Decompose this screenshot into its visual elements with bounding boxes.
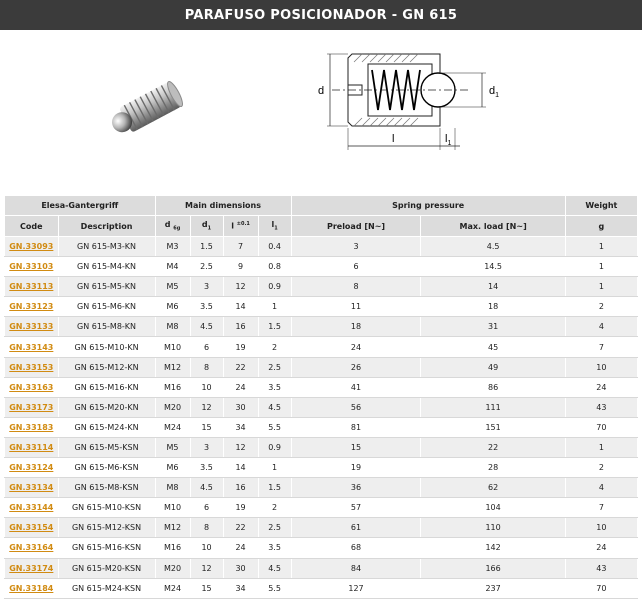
cell-l: 9 bbox=[223, 257, 258, 277]
cell-d: M24 bbox=[155, 417, 190, 437]
cell-l1: 0.8 bbox=[258, 257, 291, 277]
cell-code bbox=[5, 357, 59, 377]
table-row bbox=[5, 558, 638, 578]
cell-max-load: 62 bbox=[421, 478, 565, 498]
col-l1: $l_1$ bbox=[258, 216, 291, 237]
col-d1: $d_1$ bbox=[190, 216, 223, 237]
cell-max-load: 14 bbox=[421, 277, 565, 297]
cell-description: GN 615-M24-KN bbox=[58, 417, 155, 437]
cell-code bbox=[5, 257, 59, 277]
cell-description: GN 615-M20-KN bbox=[58, 397, 155, 417]
cell-description: GN 615-M5-KN bbox=[58, 277, 155, 297]
table-row bbox=[5, 498, 638, 518]
cell-preload: 56 bbox=[291, 397, 421, 417]
cell-description: GN 615-M16-KSN bbox=[58, 538, 155, 558]
col-l: l $^{\pm 0.1}$ bbox=[223, 216, 258, 237]
cell-l1: 2 bbox=[258, 498, 291, 518]
cell-description: GN 615-M12-KN bbox=[58, 357, 155, 377]
cell-d: M5 bbox=[155, 277, 190, 297]
cell-max-load: 237 bbox=[421, 578, 565, 598]
cell-max-load: 151 bbox=[421, 417, 565, 437]
cell-d1: 15 bbox=[190, 578, 223, 598]
cell-preload: 26 bbox=[291, 357, 421, 377]
cell-description: GN 615-M3-KN bbox=[58, 237, 155, 257]
cell-code bbox=[5, 237, 59, 257]
cell-weight: 2 bbox=[565, 297, 637, 317]
cell-l1: 4.5 bbox=[258, 558, 291, 578]
col-preload: Preload [N~] bbox=[291, 216, 421, 237]
dim-label-l1: $l_1$ bbox=[445, 133, 452, 147]
product-code-link[interactable]: GN.33183 bbox=[9, 422, 54, 432]
cell-preload: 84 bbox=[291, 558, 421, 578]
dim-label-l: l bbox=[392, 133, 395, 145]
cell-l: 16 bbox=[223, 478, 258, 498]
cell-d: M12 bbox=[155, 518, 190, 538]
cell-max-load: 22 bbox=[421, 437, 565, 457]
cell-l1: 0.4 bbox=[258, 237, 291, 257]
table-row bbox=[5, 578, 638, 598]
table-row bbox=[5, 397, 638, 417]
cell-l1: 3.5 bbox=[258, 377, 291, 397]
cell-l1: 1 bbox=[258, 297, 291, 317]
cell-preload: 68 bbox=[291, 538, 421, 558]
cell-max-load: 18 bbox=[421, 297, 565, 317]
cell-max-load: 142 bbox=[421, 538, 565, 558]
group-brand: Elesa-Gantergriff bbox=[5, 196, 156, 216]
col-description: Description bbox=[58, 216, 155, 237]
cell-max-load: 28 bbox=[421, 458, 565, 478]
cell-l: 34 bbox=[223, 417, 258, 437]
cell-d: M3 bbox=[155, 237, 190, 257]
cell-weight: 70 bbox=[565, 578, 637, 598]
cell-d: M8 bbox=[155, 317, 190, 337]
cell-description: GN 615-M20-KSN bbox=[58, 558, 155, 578]
cell-d: M24 bbox=[155, 578, 190, 598]
cell-description: GN 615-M5-KSN bbox=[58, 437, 155, 457]
cell-max-load: 4.5 bbox=[421, 237, 565, 257]
cell-l: 22 bbox=[223, 518, 258, 538]
table-row bbox=[5, 357, 638, 377]
cell-code bbox=[5, 538, 59, 558]
cell-weight: 1 bbox=[565, 437, 637, 457]
cell-description: GN 615-M8-KN bbox=[58, 317, 155, 337]
cell-preload: 6 bbox=[291, 257, 421, 277]
cell-d1: 3 bbox=[190, 277, 223, 297]
product-code-link[interactable]: GN.33144 bbox=[9, 503, 54, 513]
cell-preload: 36 bbox=[291, 478, 421, 498]
cell-code bbox=[5, 478, 59, 498]
table-row bbox=[5, 317, 638, 337]
cell-preload: 24 bbox=[291, 337, 421, 357]
cell-description: GN 615-M8-KSN bbox=[58, 478, 155, 498]
product-code-link[interactable]: GN.33164 bbox=[9, 543, 54, 553]
cell-preload: 41 bbox=[291, 377, 421, 397]
cell-code bbox=[5, 437, 59, 457]
col-max-load: Max. load [N~] bbox=[421, 216, 565, 237]
cell-preload: 8 bbox=[291, 277, 421, 297]
cell-preload: 18 bbox=[291, 317, 421, 337]
cell-l1: 5.5 bbox=[258, 417, 291, 437]
cell-l1: 1.5 bbox=[258, 478, 291, 498]
cell-code bbox=[5, 377, 59, 397]
cell-d: M10 bbox=[155, 498, 190, 518]
cell-max-load: 110 bbox=[421, 518, 565, 538]
cell-d: M20 bbox=[155, 558, 190, 578]
cell-d1: 6 bbox=[190, 498, 223, 518]
cell-l1: 0.9 bbox=[258, 437, 291, 457]
product-code-link[interactable]: GN.33154 bbox=[9, 523, 54, 533]
cell-code bbox=[5, 297, 59, 317]
cell-weight: 43 bbox=[565, 397, 637, 417]
cell-d: M6 bbox=[155, 458, 190, 478]
specs-table bbox=[4, 195, 638, 599]
cell-description: GN 615-M4-KN bbox=[58, 257, 155, 277]
cell-d1: 2.5 bbox=[190, 257, 223, 277]
cell-code bbox=[5, 397, 59, 417]
cell-l: 24 bbox=[223, 538, 258, 558]
cell-l: 12 bbox=[223, 277, 258, 297]
cell-max-load: 31 bbox=[421, 317, 565, 337]
cell-preload: 127 bbox=[291, 578, 421, 598]
cell-max-load: 104 bbox=[421, 498, 565, 518]
cell-weight: 2 bbox=[565, 458, 637, 478]
cell-max-load: 14.5 bbox=[421, 257, 565, 277]
technical-drawing bbox=[290, 36, 510, 166]
cell-weight: 24 bbox=[565, 377, 637, 397]
cell-l: 30 bbox=[223, 558, 258, 578]
cell-code bbox=[5, 578, 59, 598]
product-code-link[interactable]: GN.33134 bbox=[9, 483, 54, 493]
cell-weight: 4 bbox=[565, 478, 637, 498]
table-row bbox=[5, 337, 638, 357]
cell-weight: 1 bbox=[565, 237, 637, 257]
cell-l: 12 bbox=[223, 437, 258, 457]
cell-l1: 1.5 bbox=[258, 317, 291, 337]
group-weight: Weight bbox=[565, 196, 637, 216]
cell-weight: 1 bbox=[565, 277, 637, 297]
cell-d1: 4.5 bbox=[190, 478, 223, 498]
table-row bbox=[5, 437, 638, 457]
cell-max-load: 49 bbox=[421, 357, 565, 377]
product-code-link[interactable]: GN.33173 bbox=[9, 402, 54, 412]
table-row bbox=[5, 458, 638, 478]
product-code-link[interactable]: GN.33113 bbox=[9, 282, 54, 292]
cell-l: 22 bbox=[223, 357, 258, 377]
cell-weight: 70 bbox=[565, 417, 637, 437]
cell-code bbox=[5, 518, 59, 538]
cell-preload: 15 bbox=[291, 437, 421, 457]
cell-code bbox=[5, 317, 59, 337]
cell-weight: 43 bbox=[565, 558, 637, 578]
product-code-link[interactable]: GN.33184 bbox=[9, 583, 54, 593]
cell-l: 7 bbox=[223, 237, 258, 257]
cell-d: M12 bbox=[155, 357, 190, 377]
col-code: Code bbox=[5, 216, 59, 237]
cell-description: GN 615-M10-KSN bbox=[58, 498, 155, 518]
table-row bbox=[5, 377, 638, 397]
cell-l1: 5.5 bbox=[258, 578, 291, 598]
cell-d1: 3 bbox=[190, 437, 223, 457]
product-code-link[interactable]: GN.33123 bbox=[9, 302, 54, 312]
product-code-link[interactable]: GN.33133 bbox=[9, 322, 54, 332]
product-code-link[interactable]: GN.33143 bbox=[9, 342, 54, 352]
product-code-link[interactable]: GN.33124 bbox=[9, 463, 54, 473]
cell-l: 16 bbox=[223, 317, 258, 337]
cell-d1: 3.5 bbox=[190, 297, 223, 317]
cell-d1: 12 bbox=[190, 558, 223, 578]
cell-l1: 2 bbox=[258, 337, 291, 357]
table-row bbox=[5, 297, 638, 317]
page-title-bar bbox=[0, 0, 642, 30]
cell-preload: 19 bbox=[291, 458, 421, 478]
cell-weight: 10 bbox=[565, 518, 637, 538]
col-d: d $_{6g}$ bbox=[155, 216, 190, 237]
cell-d: M16 bbox=[155, 538, 190, 558]
cell-d1: 4.5 bbox=[190, 317, 223, 337]
product-code-link[interactable]: GN.33163 bbox=[9, 382, 54, 392]
cell-preload: 11 bbox=[291, 297, 421, 317]
cell-description: GN 615-M6-KN bbox=[58, 297, 155, 317]
group-main-dimensions: Main dimensions bbox=[155, 196, 291, 216]
cell-l: 14 bbox=[223, 458, 258, 478]
cell-code bbox=[5, 458, 59, 478]
table-row bbox=[5, 417, 638, 437]
cell-l: 24 bbox=[223, 377, 258, 397]
cell-description: GN 615-M12-KSN bbox=[58, 518, 155, 538]
cell-d1: 10 bbox=[190, 538, 223, 558]
cell-d: M10 bbox=[155, 337, 190, 357]
cell-l: 14 bbox=[223, 297, 258, 317]
cell-max-load: 166 bbox=[421, 558, 565, 578]
product-code-link[interactable]: GN.33103 bbox=[9, 262, 54, 272]
table-row bbox=[5, 237, 638, 257]
cell-code bbox=[5, 417, 59, 437]
cell-preload: 81 bbox=[291, 417, 421, 437]
cell-weight: 4 bbox=[565, 317, 637, 337]
cell-d: M8 bbox=[155, 478, 190, 498]
cell-preload: 3 bbox=[291, 237, 421, 257]
cell-max-load: 86 bbox=[421, 377, 565, 397]
cell-description: GN 615-M16-KN bbox=[58, 377, 155, 397]
cell-d1: 6 bbox=[190, 337, 223, 357]
product-code-link[interactable]: GN.33174 bbox=[9, 563, 54, 573]
cell-d1: 8 bbox=[190, 357, 223, 377]
cell-l: 30 bbox=[223, 397, 258, 417]
cell-description: GN 615-M10-KN bbox=[58, 337, 155, 357]
cell-weight: 24 bbox=[565, 538, 637, 558]
table-row bbox=[5, 518, 638, 538]
cell-l1: 1 bbox=[258, 458, 291, 478]
cell-l: 19 bbox=[223, 337, 258, 357]
cell-weight: 1 bbox=[565, 257, 637, 277]
cell-preload: 57 bbox=[291, 498, 421, 518]
cell-code bbox=[5, 337, 59, 357]
cell-l: 19 bbox=[223, 498, 258, 518]
product-code-link[interactable]: GN.33153 bbox=[9, 362, 54, 372]
dim-label-d: d bbox=[318, 85, 325, 97]
cell-max-load: 45 bbox=[421, 337, 565, 357]
cell-preload: 61 bbox=[291, 518, 421, 538]
cell-weight: 10 bbox=[565, 357, 637, 377]
cell-l1: 0.9 bbox=[258, 277, 291, 297]
cell-d1: 12 bbox=[190, 397, 223, 417]
product-photo bbox=[95, 60, 195, 160]
cell-max-load: 111 bbox=[421, 397, 565, 417]
table-row bbox=[5, 538, 638, 558]
page-title: PARAFUSO POSICIONADOR - GN 615 bbox=[184, 7, 458, 23]
cell-description: GN 615-M6-KSN bbox=[58, 458, 155, 478]
cell-d: M5 bbox=[155, 437, 190, 457]
table-row bbox=[5, 277, 638, 297]
product-code-link[interactable]: GN.33093 bbox=[9, 242, 54, 252]
cell-description: GN 615-M24-KSN bbox=[58, 578, 155, 598]
cell-l1: 2.5 bbox=[258, 357, 291, 377]
cell-l1: 2.5 bbox=[258, 518, 291, 538]
cell-code bbox=[5, 498, 59, 518]
cell-l1: 4.5 bbox=[258, 397, 291, 417]
cell-code bbox=[5, 277, 59, 297]
group-spring-pressure: Spring pressure bbox=[291, 196, 565, 216]
cell-d1: 3.5 bbox=[190, 458, 223, 478]
cell-code bbox=[5, 558, 59, 578]
cell-weight: 7 bbox=[565, 337, 637, 357]
cell-d1: 8 bbox=[190, 518, 223, 538]
cell-d: M20 bbox=[155, 397, 190, 417]
cell-weight: 7 bbox=[565, 498, 637, 518]
cell-d: M4 bbox=[155, 257, 190, 277]
product-code-link[interactable]: GN.33114 bbox=[9, 442, 54, 452]
cell-l1: 3.5 bbox=[258, 538, 291, 558]
col-weight-unit: g bbox=[565, 216, 637, 237]
cell-d1: 10 bbox=[190, 377, 223, 397]
dim-label-d1: $d_1$ bbox=[489, 85, 500, 99]
table-row bbox=[5, 257, 638, 277]
table-row bbox=[5, 478, 638, 498]
cell-d1: 1.5 bbox=[190, 237, 223, 257]
cell-d1: 15 bbox=[190, 417, 223, 437]
cell-d: M16 bbox=[155, 377, 190, 397]
cell-l: 34 bbox=[223, 578, 258, 598]
cell-d: M6 bbox=[155, 297, 190, 317]
